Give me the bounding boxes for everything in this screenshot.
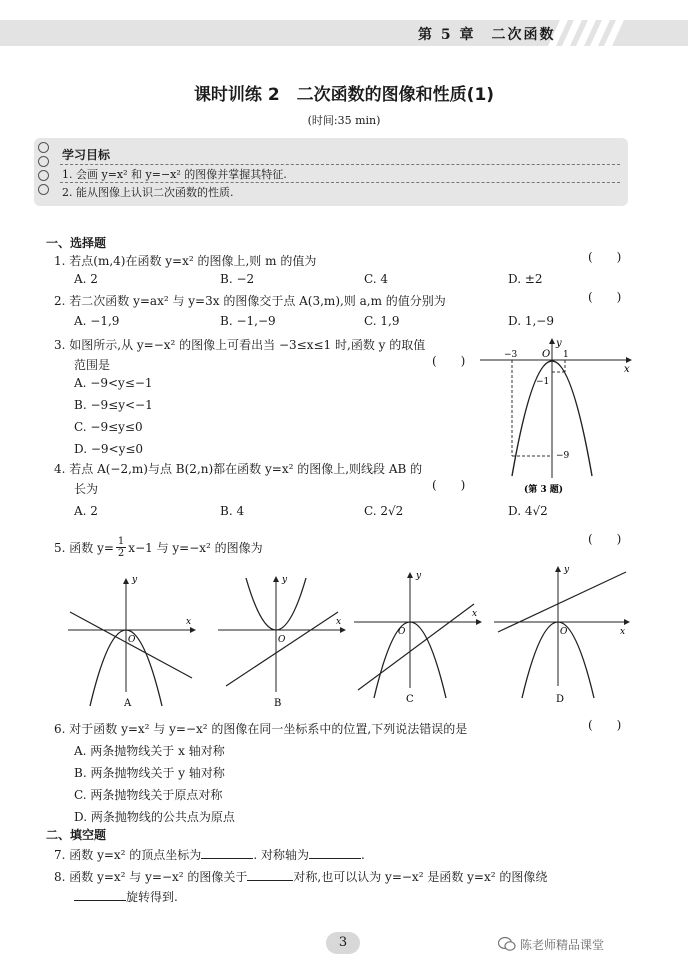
q2-option-b: B. −1,−9 xyxy=(220,314,276,328)
question-8-cont xyxy=(74,888,178,905)
label-minus-1: −1 xyxy=(536,377,550,387)
q5-graph-a xyxy=(66,572,198,712)
goal-item: 1. 会画 y=x² 和 y=−x² 的图像并掌握其特征. xyxy=(62,168,287,181)
answer-paren: ( ) xyxy=(588,250,622,264)
figure-caption: (第 3 题) xyxy=(524,485,564,495)
q6-option-b: B. 两条抛物线关于 y 轴对称 xyxy=(74,766,225,780)
q8-part1: 8. 函数 y=x² 与 y=−x² 的图像关于 xyxy=(54,870,248,884)
time-limit: (时间:35 min) xyxy=(307,114,381,127)
wechat-icon xyxy=(498,936,516,952)
question-3-stem: 3. 如图所示,从 y=−x² 的图像上可看出当 −3≤x≤1 时,函数 y 的取值 xyxy=(54,338,426,352)
axis-origin-label: O xyxy=(128,635,136,645)
question-5-stem xyxy=(54,536,263,559)
dashed-divider xyxy=(60,182,620,183)
answer-blank[interactable] xyxy=(201,858,253,859)
question-4-stem: 4. 若点 A(−2,m)与点 B(2,n)都在函数 y=x² 的图像上,则线段 AB 的 xyxy=(54,462,423,476)
axis-x-label: x xyxy=(472,609,478,619)
binder-ring-icon xyxy=(38,170,49,181)
q3-option-b: B. −9≤y<−1 xyxy=(74,398,153,412)
q6-option-c: C. 两条抛物线关于原点对称 xyxy=(74,788,223,802)
axis-y-label: y xyxy=(282,575,288,585)
answer-paren: ( ) xyxy=(588,532,622,546)
question-2-stem: 2. 若二次函数 y=ax² 与 y=3x 的图像交于点 A(3,m),则 a,m 的值分别为 xyxy=(54,294,446,308)
q8-part3: 旋转得到. xyxy=(126,890,178,904)
q4-option-a: A. 2 xyxy=(74,504,98,518)
question-1-stem: 1. 若点(m,4)在函数 y=x² 的图像上,则 m 的值为 xyxy=(54,254,317,268)
binder-ring-icon xyxy=(38,142,49,153)
question-8 xyxy=(54,868,547,885)
question-3-figure xyxy=(476,336,636,496)
q8-part2: 对称,也可以认为 y=−x² 是函数 y=x² 的图像绕 xyxy=(293,870,548,884)
axis-x-label: x xyxy=(336,617,342,627)
graph-label-d: D xyxy=(556,694,565,705)
q2-option-d: D. 1,−9 xyxy=(508,314,554,328)
chapter-title: 第 5 章 二次函数 xyxy=(418,27,556,43)
q6-option-a: A. 两条抛物线关于 x 轴对称 xyxy=(74,744,225,758)
question-7 xyxy=(54,846,365,863)
fraction-denominator: 2 xyxy=(117,548,125,559)
goal-item: 2. 能从图像上认识二次函数的性质. xyxy=(62,186,234,199)
axis-y-label: y xyxy=(564,565,570,575)
graph-label-a: A xyxy=(124,698,132,709)
q7-part3: . xyxy=(360,848,365,862)
label-1: 1 xyxy=(563,350,569,360)
q3-option-c: C. −9≤y≤0 xyxy=(74,420,143,434)
binder-ring-icon xyxy=(38,184,49,195)
q4-option-c: C. 2√2 xyxy=(364,504,404,518)
fraction-numerator: 1 xyxy=(117,536,125,547)
watermark: 陈老师精品课堂 xyxy=(520,938,605,952)
answer-paren: ( ) xyxy=(588,290,622,304)
graph-label-b: B xyxy=(274,698,282,709)
answer-paren: ( ) xyxy=(432,354,466,368)
q5-graph-c xyxy=(352,568,484,712)
graph-label-c: C xyxy=(406,694,414,705)
goals-heading: 学习目标 xyxy=(62,148,111,162)
q7-part1: 7. 函数 y=x² 的顶点坐标为 xyxy=(54,848,202,862)
page-title: 课时训练 2 二次函数的图像和性质(1) xyxy=(193,85,495,105)
axis-origin-label: O xyxy=(398,627,406,637)
section-fill-heading: 二、填空题 xyxy=(46,828,107,842)
answer-blank[interactable] xyxy=(309,858,361,859)
question-3-stem-cont: 范围是 xyxy=(74,358,111,372)
axis-y-label: y xyxy=(132,575,138,585)
label-x-axis: x xyxy=(624,364,630,375)
binder-ring-icon xyxy=(38,156,49,167)
axis-x-label: x xyxy=(186,617,192,627)
q1-option-c: C. 4 xyxy=(364,272,389,286)
q2-option-c: C. 1,9 xyxy=(364,314,400,328)
question-4-stem-cont: 长为 xyxy=(74,482,99,496)
q1-option-a: A. 2 xyxy=(74,272,98,286)
answer-blank[interactable] xyxy=(74,900,126,901)
axis-x-label: x xyxy=(620,627,626,637)
answer-paren: ( ) xyxy=(432,478,466,492)
answer-paren: ( ) xyxy=(588,718,622,732)
q4-option-b: B. 4 xyxy=(220,504,245,518)
label-minus-9: −9 xyxy=(556,451,570,461)
q1-option-b: B. −2 xyxy=(220,272,255,286)
q7-part2: . 对称轴为 xyxy=(253,848,309,862)
q1-option-d: D. ±2 xyxy=(508,272,543,286)
q4-option-d: D. 4√2 xyxy=(508,504,548,518)
answer-blank[interactable] xyxy=(247,880,293,881)
section-choice-heading: 一、选择题 xyxy=(46,236,107,250)
q5-stem-part1: 5. 函数 y= xyxy=(54,541,114,555)
q6-option-d: D. 两条抛物线的公共点为原点 xyxy=(74,810,235,824)
q5-graph-d xyxy=(492,562,632,710)
chapter-header-bar xyxy=(0,16,688,52)
dashed-divider xyxy=(60,164,620,165)
q3-option-a: A. −9<y≤−1 xyxy=(74,376,153,390)
label-y-axis: y xyxy=(556,338,562,349)
label-origin: O xyxy=(542,349,551,360)
question-6-stem: 6. 对于函数 y=x² 与 y=−x² 的图像在同一坐标系中的位置,下列说法错误的是 xyxy=(54,722,468,736)
q3-option-d: D. −9<y≤0 xyxy=(74,442,144,456)
page-number: 3 xyxy=(326,932,360,954)
axis-origin-label: O xyxy=(278,635,286,645)
q5-stem-part2: x−1 与 y=−x² 的图像为 xyxy=(128,541,263,555)
q2-option-a: A. −1,9 xyxy=(74,314,120,328)
fraction-one-half xyxy=(116,536,126,559)
axis-y-label: y xyxy=(416,571,422,581)
axis-origin-label: O xyxy=(560,627,568,637)
label-minus-3: −3 xyxy=(504,350,518,360)
q5-graph-b xyxy=(216,572,348,712)
